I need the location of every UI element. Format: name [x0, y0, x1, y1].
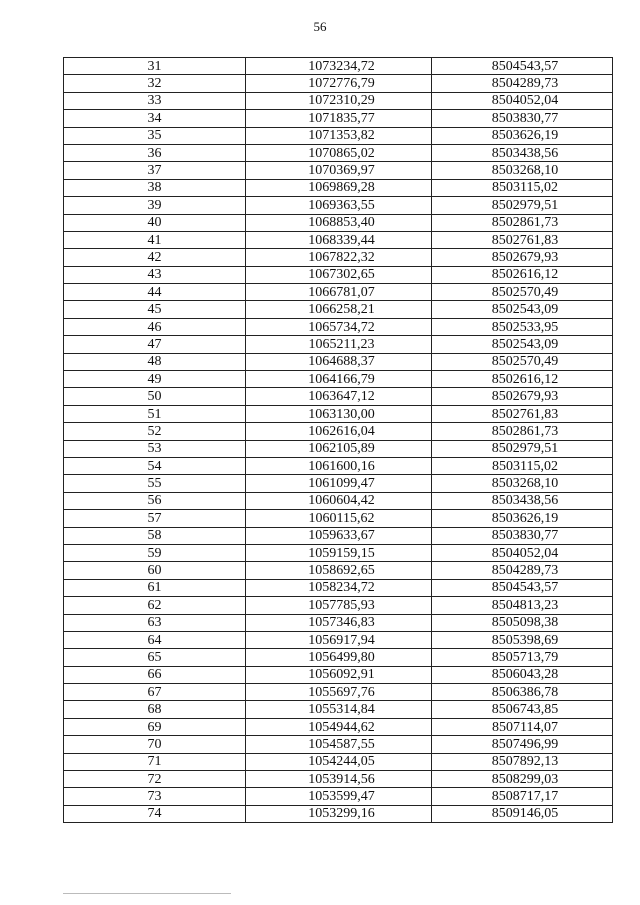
y-coordinate-cell: 8504052,04 — [432, 544, 613, 561]
y-coordinate-cell: 8502616,12 — [432, 371, 613, 388]
page-number: 56 — [313, 19, 327, 34]
y-coordinate-cell: 8503438,56 — [432, 492, 613, 509]
x-coordinate-cell: 1062105,89 — [246, 440, 432, 457]
x-coordinate-cell: 1066781,07 — [246, 284, 432, 301]
y-coordinate-cell: 8504052,04 — [432, 92, 613, 109]
y-coordinate-cell: 8506386,78 — [432, 684, 613, 701]
table-row — [64, 771, 613, 788]
coordinates-table — [63, 57, 613, 823]
x-coordinate-cell: 1062616,04 — [246, 423, 432, 440]
x-coordinate-cell: 1066258,21 — [246, 301, 432, 318]
y-coordinate-cell: 8502543,09 — [432, 301, 613, 318]
table-row — [64, 684, 613, 701]
y-coordinate-cell: 8503626,19 — [432, 510, 613, 527]
point-number-cell: 72 — [64, 771, 246, 788]
x-coordinate-cell: 1053299,16 — [246, 805, 432, 822]
x-coordinate-cell: 1064688,37 — [246, 353, 432, 370]
point-number-cell: 32 — [64, 75, 246, 92]
point-number-cell: 62 — [64, 597, 246, 614]
x-coordinate-cell: 1055697,76 — [246, 684, 432, 701]
x-coordinate-cell: 1073234,72 — [246, 58, 432, 75]
table-row — [64, 110, 613, 127]
y-coordinate-cell: 8508717,17 — [432, 788, 613, 805]
table-row — [64, 701, 613, 718]
point-number-cell: 59 — [64, 544, 246, 561]
x-coordinate-cell: 1058234,72 — [246, 579, 432, 596]
point-number-cell: 50 — [64, 388, 246, 405]
point-number-cell: 71 — [64, 753, 246, 770]
point-number-cell: 35 — [64, 127, 246, 144]
point-number-cell: 37 — [64, 162, 246, 179]
point-number-cell: 33 — [64, 92, 246, 109]
y-coordinate-cell: 8502861,73 — [432, 214, 613, 231]
y-coordinate-cell: 8506743,85 — [432, 701, 613, 718]
table-row — [64, 562, 613, 579]
point-number-cell: 58 — [64, 527, 246, 544]
x-coordinate-cell: 1053599,47 — [246, 788, 432, 805]
y-coordinate-cell: 8507496,99 — [432, 736, 613, 753]
table-row — [64, 631, 613, 648]
point-number-cell: 45 — [64, 301, 246, 318]
x-coordinate-cell: 1059159,15 — [246, 544, 432, 561]
point-number-cell: 56 — [64, 492, 246, 509]
table-row — [64, 214, 613, 231]
point-number-cell: 67 — [64, 684, 246, 701]
point-number-cell: 44 — [64, 284, 246, 301]
table-row — [64, 527, 613, 544]
y-coordinate-cell: 8502533,95 — [432, 318, 613, 335]
table-row — [64, 197, 613, 214]
table-row — [64, 753, 613, 770]
y-coordinate-cell: 8502861,73 — [432, 423, 613, 440]
y-coordinate-cell: 8504543,57 — [432, 579, 613, 596]
table-row — [64, 371, 613, 388]
point-number-cell: 68 — [64, 701, 246, 718]
point-number-cell: 70 — [64, 736, 246, 753]
x-coordinate-cell: 1056092,91 — [246, 666, 432, 683]
table-row — [64, 718, 613, 735]
point-number-cell: 47 — [64, 336, 246, 353]
y-coordinate-cell: 8503438,56 — [432, 144, 613, 161]
table-row — [64, 614, 613, 631]
x-coordinate-cell: 1067822,32 — [246, 249, 432, 266]
y-coordinate-cell: 8502679,93 — [432, 249, 613, 266]
x-coordinate-cell: 1068339,44 — [246, 231, 432, 248]
y-coordinate-cell: 8506043,28 — [432, 666, 613, 683]
y-coordinate-cell: 8502570,49 — [432, 284, 613, 301]
table-row — [64, 249, 613, 266]
x-coordinate-cell: 1057785,93 — [246, 597, 432, 614]
x-coordinate-cell: 1071835,77 — [246, 110, 432, 127]
y-coordinate-cell: 8503268,10 — [432, 475, 613, 492]
y-coordinate-cell: 8502979,51 — [432, 440, 613, 457]
x-coordinate-cell: 1058692,65 — [246, 562, 432, 579]
y-coordinate-cell: 8507892,13 — [432, 753, 613, 770]
y-coordinate-cell: 8505098,38 — [432, 614, 613, 631]
y-coordinate-cell: 8504813,23 — [432, 597, 613, 614]
table-row — [64, 510, 613, 527]
y-coordinate-cell: 8503115,02 — [432, 179, 613, 196]
table-row — [64, 405, 613, 422]
y-coordinate-cell: 8507114,07 — [432, 718, 613, 735]
point-number-cell: 39 — [64, 197, 246, 214]
y-coordinate-cell: 8504543,57 — [432, 58, 613, 75]
table-row — [64, 231, 613, 248]
point-number-cell: 73 — [64, 788, 246, 805]
table-row — [64, 492, 613, 509]
x-coordinate-cell: 1072310,29 — [246, 92, 432, 109]
x-coordinate-cell: 1059633,67 — [246, 527, 432, 544]
x-coordinate-cell: 1061600,16 — [246, 457, 432, 474]
y-coordinate-cell: 8509146,05 — [432, 805, 613, 822]
table-row — [64, 266, 613, 283]
y-coordinate-cell: 8503830,77 — [432, 527, 613, 544]
table-row — [64, 805, 613, 822]
x-coordinate-cell: 1065734,72 — [246, 318, 432, 335]
table-row — [64, 284, 613, 301]
x-coordinate-cell: 1069363,55 — [246, 197, 432, 214]
x-coordinate-cell: 1061099,47 — [246, 475, 432, 492]
y-coordinate-cell: 8502761,83 — [432, 405, 613, 422]
x-coordinate-cell: 1054587,55 — [246, 736, 432, 753]
x-coordinate-cell: 1068853,40 — [246, 214, 432, 231]
table-row — [64, 736, 613, 753]
x-coordinate-cell: 1064166,79 — [246, 371, 432, 388]
point-number-cell: 38 — [64, 179, 246, 196]
table-row — [64, 92, 613, 109]
point-number-cell: 42 — [64, 249, 246, 266]
point-number-cell: 63 — [64, 614, 246, 631]
point-number-cell: 65 — [64, 649, 246, 666]
point-number-cell: 34 — [64, 110, 246, 127]
y-coordinate-cell: 8504289,73 — [432, 75, 613, 92]
point-number-cell: 74 — [64, 805, 246, 822]
point-number-cell: 41 — [64, 231, 246, 248]
table-row — [64, 544, 613, 561]
table-row — [64, 788, 613, 805]
x-coordinate-cell: 1056499,80 — [246, 649, 432, 666]
y-coordinate-cell: 8502679,93 — [432, 388, 613, 405]
table-row — [64, 457, 613, 474]
table-row — [64, 75, 613, 92]
x-coordinate-cell: 1070865,02 — [246, 144, 432, 161]
point-number-cell: 54 — [64, 457, 246, 474]
point-number-cell: 40 — [64, 214, 246, 231]
point-number-cell: 61 — [64, 579, 246, 596]
y-coordinate-cell: 8508299,03 — [432, 771, 613, 788]
y-coordinate-cell: 8503830,77 — [432, 110, 613, 127]
table-row — [64, 597, 613, 614]
table-row — [64, 666, 613, 683]
y-coordinate-cell: 8503115,02 — [432, 457, 613, 474]
point-number-cell: 69 — [64, 718, 246, 735]
x-coordinate-cell: 1063130,00 — [246, 405, 432, 422]
coordinates-table-body — [64, 58, 613, 823]
table-row — [64, 318, 613, 335]
y-coordinate-cell: 8502616,12 — [432, 266, 613, 283]
footer-rule — [63, 893, 231, 894]
x-coordinate-cell: 1060604,42 — [246, 492, 432, 509]
x-coordinate-cell: 1069869,28 — [246, 179, 432, 196]
x-coordinate-cell: 1067302,65 — [246, 266, 432, 283]
y-coordinate-cell: 8503268,10 — [432, 162, 613, 179]
point-number-cell: 64 — [64, 631, 246, 648]
x-coordinate-cell: 1071353,82 — [246, 127, 432, 144]
x-coordinate-cell: 1060115,62 — [246, 510, 432, 527]
point-number-cell: 43 — [64, 266, 246, 283]
table-row — [64, 58, 613, 75]
table-row — [64, 144, 613, 161]
x-coordinate-cell: 1054944,62 — [246, 718, 432, 735]
x-coordinate-cell: 1057346,83 — [246, 614, 432, 631]
table-row — [64, 579, 613, 596]
y-coordinate-cell: 8502570,49 — [432, 353, 613, 370]
y-coordinate-cell: 8502543,09 — [432, 336, 613, 353]
table-row — [64, 336, 613, 353]
point-number-cell: 51 — [64, 405, 246, 422]
point-number-cell: 46 — [64, 318, 246, 335]
table-row — [64, 162, 613, 179]
point-number-cell: 49 — [64, 371, 246, 388]
table-row — [64, 475, 613, 492]
table-row — [64, 179, 613, 196]
point-number-cell: 53 — [64, 440, 246, 457]
x-coordinate-cell: 1070369,97 — [246, 162, 432, 179]
point-number-cell: 66 — [64, 666, 246, 683]
x-coordinate-cell: 1054244,05 — [246, 753, 432, 770]
point-number-cell: 48 — [64, 353, 246, 370]
x-coordinate-cell: 1072776,79 — [246, 75, 432, 92]
point-number-cell: 60 — [64, 562, 246, 579]
table-row — [64, 440, 613, 457]
point-number-cell: 55 — [64, 475, 246, 492]
table-row — [64, 649, 613, 666]
x-coordinate-cell: 1063647,12 — [246, 388, 432, 405]
table-row — [64, 301, 613, 318]
y-coordinate-cell: 8502761,83 — [432, 231, 613, 248]
y-coordinate-cell: 8503626,19 — [432, 127, 613, 144]
table-row — [64, 423, 613, 440]
x-coordinate-cell: 1056917,94 — [246, 631, 432, 648]
y-coordinate-cell: 8502979,51 — [432, 197, 613, 214]
table-row — [64, 127, 613, 144]
point-number-cell: 52 — [64, 423, 246, 440]
x-coordinate-cell: 1053914,56 — [246, 771, 432, 788]
y-coordinate-cell: 8504289,73 — [432, 562, 613, 579]
y-coordinate-cell: 8505398,69 — [432, 631, 613, 648]
x-coordinate-cell: 1065211,23 — [246, 336, 432, 353]
point-number-cell: 31 — [64, 58, 246, 75]
y-coordinate-cell: 8505713,79 — [432, 649, 613, 666]
table-row — [64, 388, 613, 405]
table-row — [64, 353, 613, 370]
point-number-cell: 36 — [64, 144, 246, 161]
point-number-cell: 57 — [64, 510, 246, 527]
x-coordinate-cell: 1055314,84 — [246, 701, 432, 718]
